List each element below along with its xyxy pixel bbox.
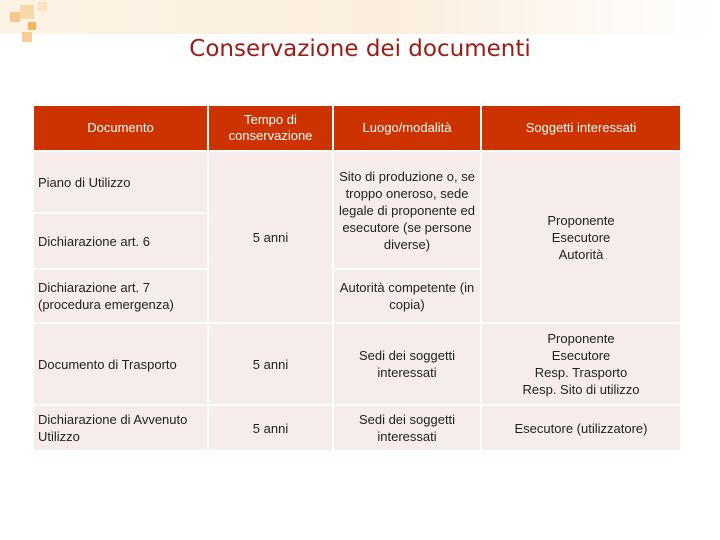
cell-luogo: Sedi dei soggetti interessati (333, 405, 481, 451)
decorative-square (38, 2, 47, 11)
conservation-table (32, 104, 682, 452)
header-luogo: Luogo/modalità (333, 105, 481, 151)
cell-tempo: 5 anni (208, 405, 333, 451)
cell-luogo: Sedi dei soggetti interessati (333, 323, 481, 405)
cell-soggetti: Esecutore (utilizzatore) (481, 405, 681, 451)
decorative-square (10, 12, 20, 22)
decorative-square (20, 5, 34, 19)
cell-luogo: Sito di produzione o, se troppo oneroso, sede legale di proponente ed esecutore (se persone diverse) (333, 151, 481, 269)
table-row (33, 405, 681, 451)
header-band (0, 0, 720, 34)
header-row (33, 105, 681, 151)
cell-soggetti: Proponente Esecutore Resp. Trasporto Resp. Sito di utilizzo (481, 323, 681, 405)
cell-documento: Dichiarazione art. 6 (33, 213, 208, 269)
cell-documento: Piano di Utilizzo (33, 151, 208, 213)
table-row (33, 323, 681, 405)
slide-title: Conservazione dei documenti (189, 36, 531, 62)
cell-luogo: Autorità competente (in copia) (333, 269, 481, 323)
header-soggetti: Soggetti interessati (481, 105, 681, 151)
cell-documento: Documento di Trasporto (33, 323, 208, 405)
header-tempo: Tempo di conservazione (208, 105, 333, 151)
cell-soggetti: Proponente Esecutore Autorità (481, 151, 681, 323)
header-documento: Documento (33, 105, 208, 151)
cell-tempo: 5 anni (208, 323, 333, 405)
decorative-square (28, 22, 36, 30)
table-row (33, 151, 681, 213)
cell-documento: Dichiarazione di Avvenuto Utilizzo (33, 405, 208, 451)
cell-documento: Dichiarazione art. 7 (procedura emergenza) (33, 269, 208, 323)
cell-tempo: 5 anni (208, 151, 333, 323)
